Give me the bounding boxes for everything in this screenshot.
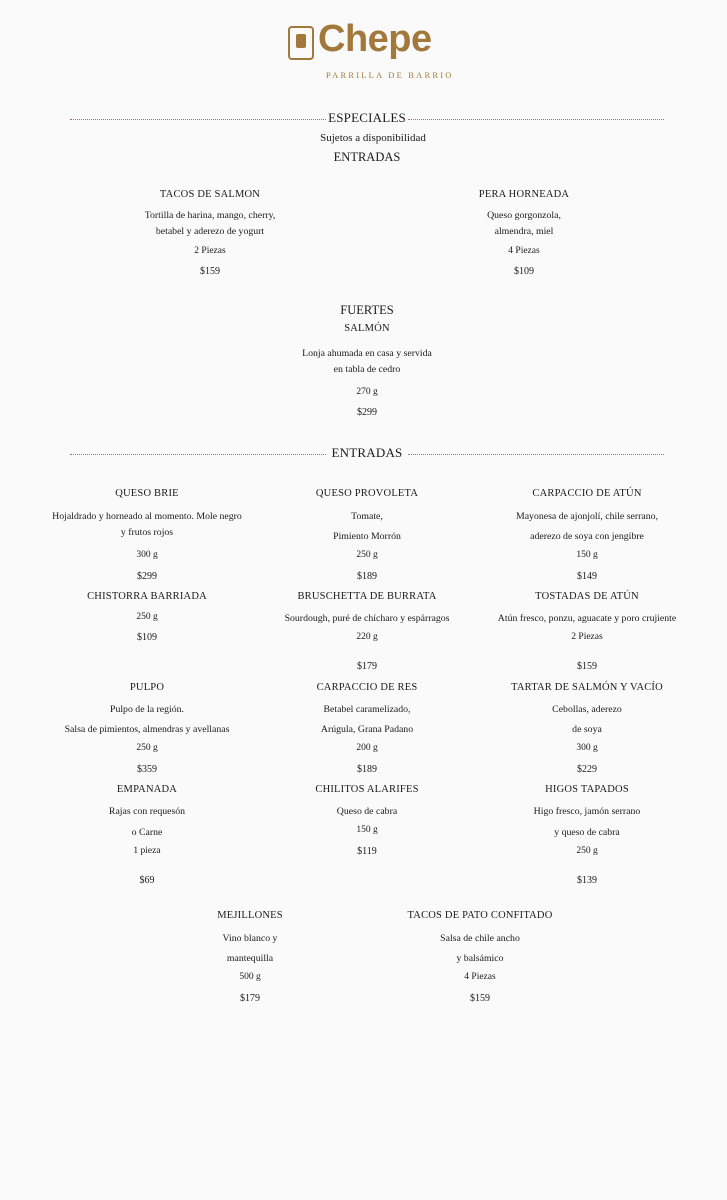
item-description: Tomate, [351,511,383,522]
item-description: almendra, miel [494,226,554,237]
item-description: betabel y aderezo de yogurt [155,226,265,237]
item-description: Betabel caramelizado, [323,704,411,715]
item-description: Pimiento Morrón [333,531,401,542]
item-price: $299 [357,407,377,418]
fuertes-heading: FUERTES [340,303,394,317]
item-description: Higo fresco, jamón serrano [533,806,641,817]
item-description: Pulpo de la región. [109,704,185,715]
item-quantity: 220 g [356,632,378,642]
item-description: mantequilla [226,953,274,964]
divider-right [408,454,664,455]
item-description: Queso de cabra [336,806,398,817]
section-title: ESPECIALES [328,110,406,125]
item-quantity: 500 g [239,972,261,982]
item-quantity: 250 g [136,743,158,753]
item-name: TACOS DE SALMON [159,189,261,200]
availability-note: Sujetos a disponibilidad [320,132,426,144]
item-quantity: 4 Piezas [508,246,540,256]
item-name: EMPANADA [116,784,178,795]
item-quantity: 2 Piezas [194,246,226,256]
item-name: HIGOS TAPADOS [545,784,629,795]
item-price: $109 [137,632,157,643]
section-entradas-header [70,445,664,465]
section-title: ENTRADAS [331,445,403,460]
item-description: y frutos rojos [120,527,174,538]
logo [0,18,727,84]
item-quantity: 150 g [356,825,378,835]
item-description: de soya [572,724,602,735]
section-especiales-header [70,110,664,130]
item-price: $229 [577,764,597,775]
item-price: $189 [357,764,377,775]
item-name: CARPACCIO DE ATÚN [532,488,642,499]
item-description: Sourdough, puré de chícharo y espárragos [284,613,450,624]
item-quantity: 300 g [576,743,598,753]
item-quantity: 250 g [136,612,158,622]
item-price: $189 [357,571,377,582]
brand-tagline: PARRILLA DE BARRIO [326,70,454,80]
item-description: Cebollas, aderezo [552,704,622,715]
item-description: o Carne [131,827,163,838]
item-price: $299 [137,571,157,582]
item-name: MEJILLONES [217,910,283,921]
item-description: Salsa de chile ancho [440,933,520,944]
item-description: Hojaldrado y horneado al momento. Mole negro [52,511,242,522]
item-price: $179 [240,993,260,1004]
item-price: $159 [577,661,597,672]
item-name: CHISTORRA BARRIADA [87,591,207,602]
item-name: PERA HORNEADA [478,189,570,200]
item-description: Atún fresco, ponzu, aguacate y poro crujiente [497,613,677,624]
item-quantity: 200 g [356,743,378,753]
item-name: SALMÓN [344,323,390,334]
item-name: QUESO PROVOLETA [315,488,419,499]
item-description: Lonja ahumada en casa y servida [302,348,432,359]
item-name: CHILITOS ALARIFES [315,784,419,795]
item-quantity: 250 g [356,550,378,560]
item-name: TOSTADAS DE ATÚN [535,591,639,602]
divider-right [408,119,664,120]
item-description: aderezo de soya con jengibre [530,531,644,542]
item-quantity: 300 g [136,550,158,560]
logo-icon [288,26,314,60]
item-description: Rajas con requesón [108,806,186,817]
item-description: Salsa de pimientos, almendras y avellanas [64,724,230,735]
item-description: Mayonesa de ajonjolí, chile serrano, [515,511,659,522]
item-quantity: 4 Piezas [464,972,496,982]
especiales-entradas-heading: ENTRADAS [333,150,401,164]
item-description: Queso gorgonzola, [487,210,561,221]
item-quantity: 270 g [356,387,378,397]
item-name: BRUSCHETTA DE BURRATA [297,591,437,602]
item-price: $179 [357,661,377,672]
item-price: $119 [357,846,377,857]
item-price: $159 [470,993,490,1004]
item-name: PULPO [129,682,165,693]
item-quantity: 2 Piezas [571,632,603,642]
item-description: Vino blanco y [222,933,278,944]
item-price: $359 [137,764,157,775]
item-name: QUESO BRIE [115,488,179,499]
item-price: $149 [577,571,597,582]
item-name: TACOS DE PATO CONFITADO [407,910,553,921]
item-price: $109 [514,266,534,277]
item-name: TARTAR DE SALMÓN Y VACÍO [511,682,663,693]
item-price: $159 [200,266,220,277]
brand-name: Chepe [318,18,432,60]
item-description: y balsámico [456,953,504,964]
item-description: en tabla de cedro [333,364,401,375]
item-quantity: 150 g [576,550,598,560]
item-quantity: 250 g [576,846,598,856]
item-price: $69 [139,875,155,886]
item-description: y queso de cabra [554,827,620,838]
item-description: Arúgula, Grana Padano [320,724,414,735]
item-price: $139 [577,875,597,886]
item-quantity: 1 pieza [133,846,161,856]
item-name: CARPACCIO DE RES [316,682,418,693]
item-description: Tortilla de harina, mango, cherry, [144,210,276,221]
